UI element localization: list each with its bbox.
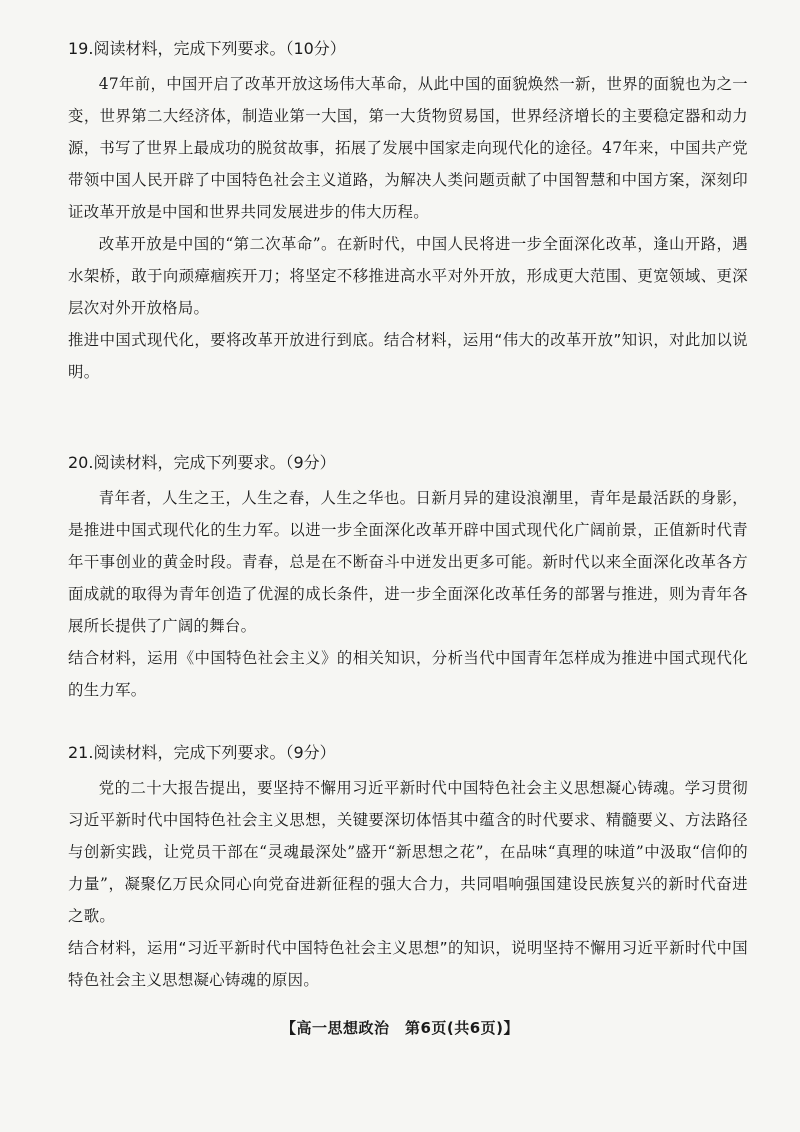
question-title: 20.阅读材料，完成下列要求。（9分） — [68, 453, 336, 472]
material-paragraph: 青年者，人生之王，人生之春，人生之华也。日新月异的建设浪潮里，青年是最活跃的身影，是推进中国式现代化的生力军。以进一步全面深化改革开辟中国式现代化广阔前景，正值新时代青年干事创业的黄金时段。青春，总是在不断奋斗中迸发出更多可能。新时代以来全面深化改革各方面成就的取得为青年创造了优渥的成长条件，进一步全面深化改革任务的部署与推进，则为青年各展所长提供了广阔的舞台。 — [68, 489, 748, 635]
question-requirement: 结合材料，运用“习近平新时代中国特色社会主义思想”的知识，说明坚持不懈用习近平新时代中国特色社会主义思想凝心铸魂的原因。 — [68, 939, 748, 989]
question-20 — [68, 450, 748, 706]
question-title: 19.阅读材料，完成下列要求。（10分） — [68, 39, 346, 58]
material-paragraph: 党的二十大报告提出，要坚持不懈用习近平新时代中国特色社会主义思想凝心铸魂。学习贯彻习近平新时代中国特色社会主义思想，关键要深切体悟其中蕴含的时代要求、精髓要义、方法路径与创新实践，让党员干部在“灵魂最深处”盛开“新思想之花”，在品味“真理的味道”中汲取“信仰的力量”，凝聚亿万民众同心向党奋进新征程的强大合力，共同唱响强国建设民族复兴的新时代奋进之歌。 — [68, 779, 748, 925]
question-21 — [68, 740, 748, 996]
question-title: 21.阅读材料，完成下列要求。（9分） — [68, 743, 336, 762]
question-19 — [68, 36, 748, 388]
page-footer: 【高一思想政治 第6页(共6页)】 — [280, 1019, 520, 1037]
material-paragraph: 改革开放是中国的“第二次革命”。在新时代，中国人民将进一步全面深化改革，逢山开路，遇水架桥，敢于向顽瘴痼疾开刀；将坚定不移推进高水平对外开放，形成更大范围、更宽领域、更深层次对外开放格局。 — [68, 235, 748, 317]
question-requirement: 推进中国式现代化，要将改革开放进行到底。结合材料，运用“伟大的改革开放”知识，对此加以说明。 — [68, 331, 748, 381]
material-paragraph: 47年前，中国开启了改革开放这场伟大革命，从此中国的面貌焕然一新，世界的面貌也为之一变，世界第二大经济体，制造业第一大国，第一大货物贸易国，世界经济增长的主要稳定器和动力源，书写了世界上最成功的脱贫故事，拓展了发展中国家走向现代化的途径。47年来，中国共产党带领中国人民开辟了中国特色社会主义道路，为解决人类问题贡献了中国智慧和中国方案，深刻印证改革开放是中国和世界共同发展进步的伟大历程。 — [68, 75, 748, 221]
question-requirement: 结合材料，运用《中国特色社会主义》的相关知识，分析当代中国青年怎样成为推进中国式现代化的生力军。 — [68, 649, 748, 699]
